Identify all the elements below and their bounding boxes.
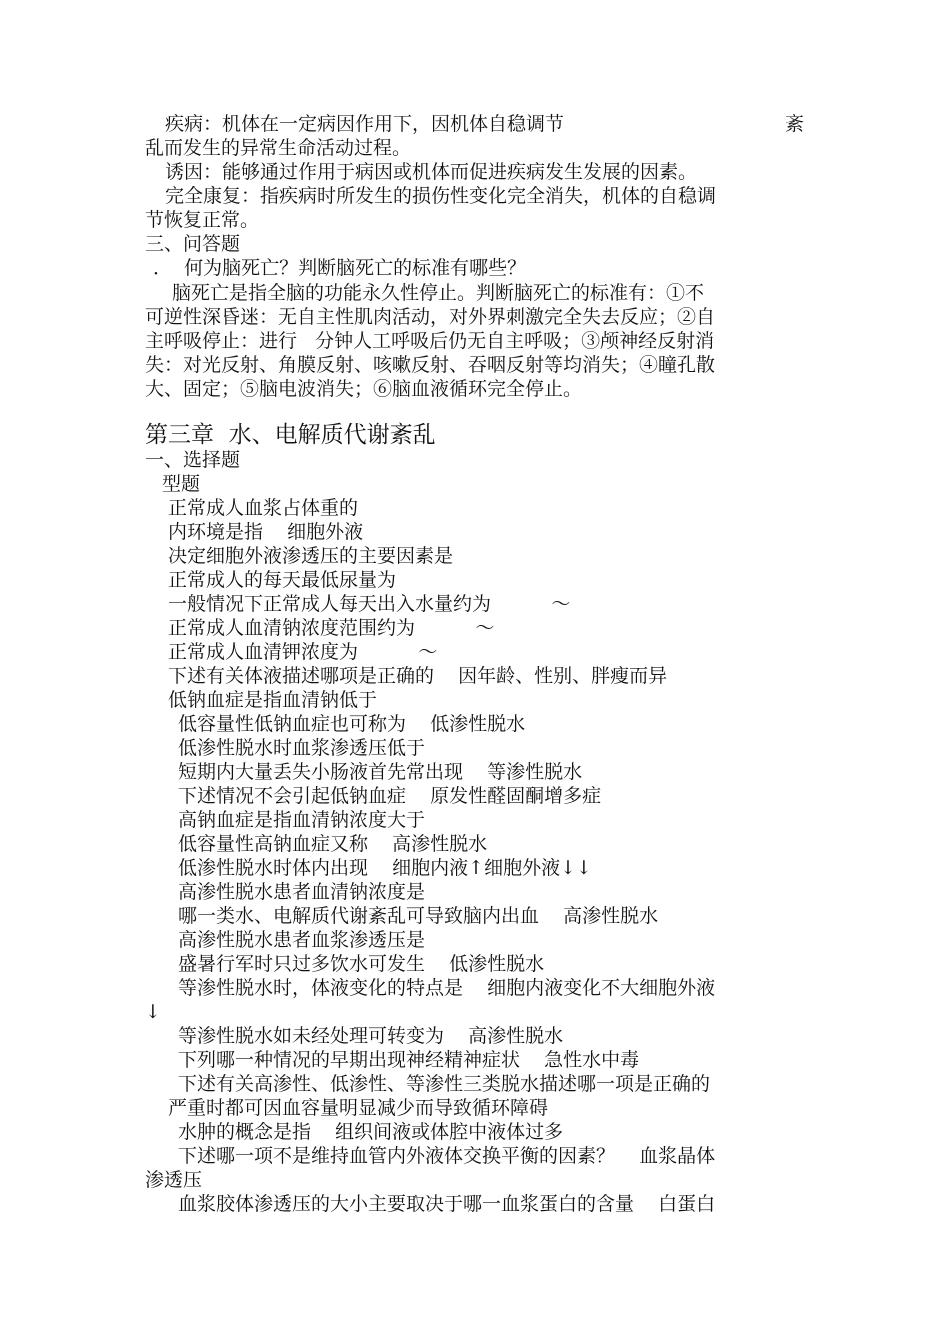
list-item: 血浆胶体渗透压的大小主要取决于哪一血浆蛋白的含量 白蛋白: [178, 1193, 716, 1215]
answer-line3: 主呼吸停止：进行 分钟人工呼吸后仍无自主呼吸；③颅神经反射消: [145, 330, 715, 352]
list-item: 下述哪一项不是维持血管内外液体交换平衡的因素？ 血浆晶体: [178, 1145, 716, 1167]
chapter-subheading-choice: 一、选择题: [145, 449, 241, 471]
definition-disease-line2: 乱而发生的异常生命活动过程。: [145, 137, 412, 159]
answer-line2: 可逆性深昏迷：无自主性肌肉活动，对外界刺激完全失去反应；②自: [145, 306, 716, 328]
list-item: 等渗性脱水时，体液变化的特点是 细胞内液变化不大细胞外液: [178, 977, 716, 999]
list-item: 水肿的概念是指 组织间液或体腔中液体过多: [178, 1121, 564, 1143]
list-item: 哪一类水、电解质代谢紊乱可导致脑内出血 高渗性脱水: [178, 905, 659, 927]
list-item: 正常成人的每天最低尿量为: [168, 569, 397, 591]
answer-line5: 大、固定；⑤脑电波消失；⑥脑血液循环完全停止。: [145, 378, 583, 400]
list-item: 短期内大量丢失小肠液首先常出现 等渗性脱水: [178, 761, 583, 783]
list-item: 决定细胞外液渗透压的主要因素是: [168, 545, 454, 567]
question-brain-death: ． 何为脑死亡？判断脑死亡的标准有哪些？: [153, 257, 527, 279]
list-item: 高渗性脱水患者血浆渗透压是: [178, 929, 426, 951]
list-item: 下述情况不会引起低钠血症 原发性醛固酮增多症: [178, 785, 602, 807]
list-item-continuation: ↓: [145, 1001, 161, 1023]
list-item: 低渗性脱水时体内出现 细胞内液↑细胞外液↓↓: [178, 857, 592, 879]
section-heading-qa: 三、问答题: [145, 233, 241, 255]
list-item: 高渗性脱水患者血清钠浓度是: [178, 881, 426, 903]
list-item: 高钠血症是指血清钠浓度大于: [178, 809, 426, 831]
list-item: 下述有关体液描述哪项是正确的 因年龄、性别、胖瘦而异: [168, 665, 668, 687]
list-item: 等渗性脱水如未经处理可转变为 高渗性脱水: [178, 1025, 564, 1047]
list-item: 下述有关高渗性、低渗性、等渗性三类脱水描述哪一项是正确的: [178, 1073, 711, 1095]
list-item-continuation: 严重时都可因血容量明显减少而导致循环障碍: [168, 1097, 549, 1119]
list-item: 低渗性脱水时血浆渗透压低于: [178, 737, 426, 759]
answer-line4: 失：对光反射、角膜反射、咳嗽反射、吞咽反射等均消失；④瞳孔散: [145, 354, 716, 376]
chapter-subheading-type: 型题: [162, 473, 201, 495]
list-item: 盛暑行军时只过多饮水可发生 低渗性脱水: [178, 953, 545, 975]
list-item-continuation: 渗透压: [145, 1169, 203, 1191]
list-item: 正常成人血浆占体重的: [168, 497, 359, 519]
list-item: 内环境是指 细胞外液: [168, 521, 364, 543]
list-item: 低容量性高钠血症又称 高渗性脱水: [178, 833, 488, 855]
list-item: 低钠血症是指血清钠低于: [168, 689, 378, 711]
definition-recovery-line2: 节恢复正常。: [145, 209, 260, 231]
definition-recovery-line1: 完全康复：指疾病时所发生的损伤性变化完全消失，机体的自稳调: [165, 185, 717, 207]
list-item: 下列哪一种情况的早期出现神经精神症状 急性水中毒: [178, 1049, 640, 1071]
list-item: 低容量性低钠血症也可称为 低渗性脱水: [178, 713, 526, 735]
definition-disease-line1-end: 紊: [785, 113, 805, 135]
list-item: 正常成人血清钾浓度为 ～: [168, 641, 438, 663]
list-item: 正常成人血清钠浓度范围约为 ～: [168, 617, 495, 639]
answer-line1: 脑死亡是指全脑的功能永久性停止。判断脑死亡的标准有：①不: [172, 282, 705, 304]
definition-inducement: 诱因：能够通过作用于病因或机体而促进疾病发生发展的因素。: [165, 161, 698, 183]
chapter-title: 第三章 水、电解质代谢紊乱: [145, 422, 436, 448]
definition-disease-line1: 疾病：机体在一定病因作用下，因机体自稳调节: [165, 113, 565, 135]
list-item: 一般情况下正常成人每天出入水量约为 ～: [168, 593, 571, 615]
